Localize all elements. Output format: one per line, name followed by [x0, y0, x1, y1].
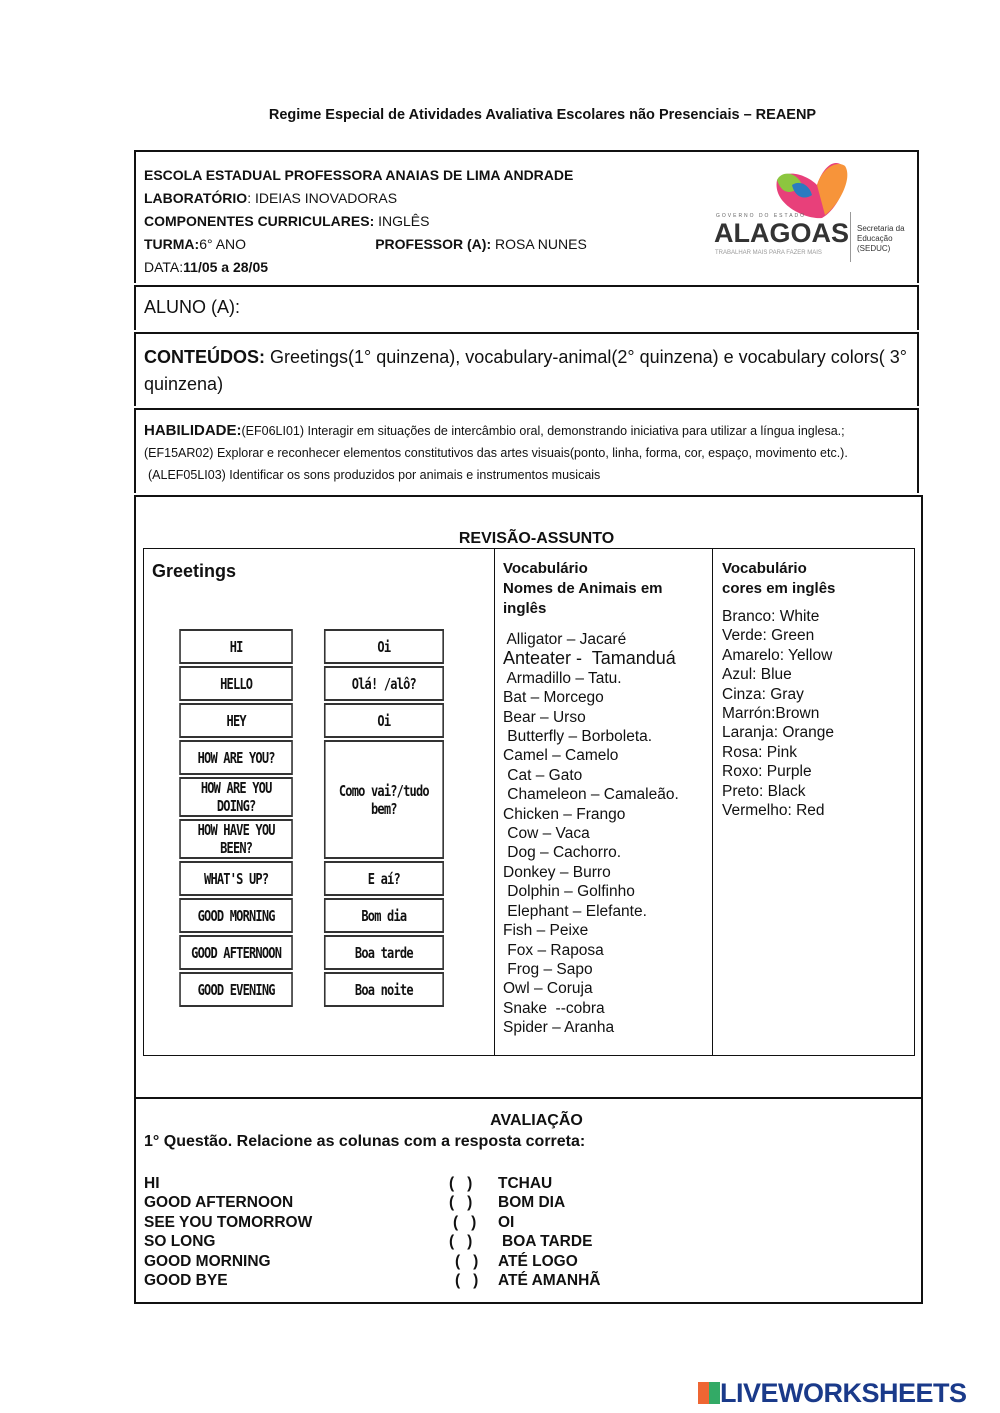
review-section: REVISÃO-ASSUNTO: [134, 495, 923, 1097]
animal-item: Chameleon – Camaleão.: [503, 786, 679, 804]
right-term: OI: [498, 1213, 515, 1231]
heart-logo-icon: [767, 160, 857, 220]
animal-item: Dolphin – Golfinho: [503, 883, 635, 901]
animal-item: Owl – Coruja: [503, 980, 593, 998]
animal-item: Bat – Morcego: [503, 689, 604, 707]
school-name: ESCOLA ESTADUAL PROFESSORA ANAIAS DE LIMA ANDRADE: [144, 167, 574, 183]
animal-item: Anteater - Tamanduá: [503, 648, 676, 669]
greetings-table: [163, 627, 461, 1009]
liveworksheets-watermark: LIVEWORKSHEETS: [698, 1378, 967, 1409]
color-item: Cinza: Gray: [722, 685, 804, 703]
matching-row: [144, 1174, 600, 1194]
greeting-english: GOOD EVENING: [179, 972, 293, 1007]
matching-row: [144, 1213, 600, 1233]
greeting-english: GOOD MORNING: [179, 898, 293, 933]
animal-item: Fish – Peixe: [503, 922, 589, 940]
right-term: ATÉ AMANHÃ: [498, 1272, 601, 1290]
matching-row: [144, 1194, 600, 1214]
animal-item: Donkey – Burro: [503, 863, 611, 881]
animal-item: Alligator – Jacaré: [503, 631, 627, 648]
color-item: Rosa: Pink: [722, 743, 797, 761]
left-term: SO LONG: [144, 1233, 216, 1251]
animal-item: Chicken – Frango: [503, 805, 626, 823]
greeting-portuguese: Bom dia: [324, 898, 444, 933]
left-term: GOOD AFTERNOON: [144, 1194, 294, 1212]
animal-item: Bear – Urso: [503, 708, 586, 726]
animal-item: Fox – Raposa: [503, 941, 604, 959]
animal-item: Spider – Aranha: [503, 1019, 615, 1037]
animal-item: Cow – Vaca: [503, 825, 590, 843]
matching-row: [144, 1252, 600, 1272]
greeting-row: [165, 629, 459, 664]
greeting-row: [165, 898, 459, 933]
animal-item: Butterfly – Borboleta.: [503, 728, 653, 746]
answer-blank[interactable]: ( ): [449, 1174, 473, 1192]
color-item: Laranja: Orange: [722, 724, 835, 742]
left-term: SEE YOU TOMORROW: [144, 1213, 313, 1231]
greeting-portuguese: Oi: [324, 703, 444, 738]
answer-blank[interactable]: ( ): [455, 1272, 479, 1290]
answer-blank[interactable]: ( ): [449, 1194, 473, 1212]
greeting-portuguese: Boa noite: [324, 972, 444, 1007]
right-term: BOM DIA: [498, 1194, 566, 1212]
greeting-row: [165, 972, 459, 1007]
greeting-portuguese: Como vai?/tudo bem?: [324, 740, 444, 859]
answer-blank[interactable]: ( ): [453, 1213, 477, 1231]
animal-item: Snake --cobra: [503, 999, 605, 1017]
color-item: Amarelo: Yellow: [722, 646, 833, 664]
greeting-portuguese: Oi: [324, 629, 444, 664]
review-table: Greetings Vocabulário Nomes de Animais em inglês Alligator – Jacaré Anteater - Tamanduá Armadillo – Tatu. Bat – Morcego Bear – Urso Butterfly – Borboleta. Camel – Camelo Cat – Gato Chameleon – Camaleão. Chicken – Frango Cow – Vaca Dog – Cachorro. Donkey – Burro Dolphin – Golfinho Elephant – Elefante. Fish – Peixe Fox – Raposa Frog – Sapo Owl – Coruja Snake --cobra Spider – Aranha Vocabulário cores em inglês Branco: White Verde: Green Amarelo: Yellow Azul: Blue Cinza: Gray Marrón:Brown Laranja: Orange Rosa: Pink Roxo: Purple Preto: Black Vermelho: Red: [143, 548, 915, 1056]
right-term: BOA TARDE: [502, 1233, 593, 1251]
student-name-field[interactable]: ALUNO (A):: [134, 285, 919, 330]
greeting-row: [165, 740, 459, 775]
greeting-row: [165, 703, 459, 738]
greeting-english: HEY: [179, 703, 293, 738]
evaluation-section: AVALIAÇÃO 1° Questão. Relacione as colunas com a resposta correta: HI ( ) TCHAU GOOD AFTERNOON ( ) BOM DIA SEE YOU TOMORROW ( ) OI SO LONG ( ) BOA TARDE GOOD MORNING ( ) ATÉ LOGO GOOD BYE ( ) ATÉ AMANHÃ: [134, 1097, 923, 1304]
left-term: GOOD BYE: [144, 1272, 228, 1290]
color-item: Vermelho: Red: [722, 802, 825, 820]
left-term: GOOD MORNING: [144, 1252, 271, 1270]
color-item: Azul: Blue: [722, 666, 792, 684]
color-item: Preto: Black: [722, 782, 806, 800]
greeting-portuguese: E aí?: [324, 861, 444, 896]
greeting-english: HOW ARE YOU?: [179, 740, 293, 775]
matching-row: [144, 1233, 600, 1253]
animal-item: Armadillo – Tatu.: [503, 669, 622, 687]
alagoas-logo: GOVERNO DO ESTADO ALAGOAS TRABALHAR MAIS PARA FAZER MAIS Secretaria da Educação (SEDUC): [712, 160, 912, 270]
color-item: Marrón:Brown: [722, 705, 820, 723]
matching-row: [144, 1272, 600, 1292]
right-term: ATÉ LOGO: [498, 1252, 578, 1270]
color-item: Branco: White: [722, 608, 820, 625]
animal-item: Camel – Camelo: [503, 747, 619, 765]
animal-item: Elephant – Elefante.: [503, 902, 647, 920]
right-term: TCHAU: [498, 1174, 553, 1192]
answer-blank[interactable]: ( ): [455, 1252, 479, 1270]
skills-section: HABILIDADE:(EF06LI01) Interagir em situações de intercâmbio oral, demonstrando iniciativa para utilizar a língua inglesa.; (EF15AR02) Explorar e reconhecer elementos constitutivos das artes visuais(ponto, linha, forma, cor, espaço, movimento etc.). (ALEF05LI03) Identificar os sons produzidos por animais e instrumentos musicais: [134, 408, 919, 493]
header-section: ESCOLA ESTADUAL PROFESSORA ANAIAS DE LIMA ANDRADE LABORATÓRIO: IDEIAS INOVADORAS COMPONENTES CURRICULARES: INGLÊS TURMA:6° ANO PROFESSOR (A): ROSA NUNES DATA:11/05 a 28/05: [134, 150, 919, 283]
greeting-english: GOOD AFTERNOON: [179, 935, 293, 970]
greeting-row: [165, 935, 459, 970]
left-term: HI: [144, 1174, 160, 1192]
greeting-english: HELLO: [179, 666, 293, 701]
greeting-portuguese: Olá! /alô?: [324, 666, 444, 701]
greeting-row: [165, 666, 459, 701]
greeting-row: [165, 861, 459, 896]
matching-table: [144, 1174, 600, 1291]
greeting-english: WHAT'S UP?: [179, 861, 293, 896]
document-title: Regime Especial de Atividades Avaliativa Escolares não Presenciais – REAENP: [268, 107, 817, 123]
animal-item: Cat – Gato: [503, 766, 583, 784]
contents-section: CONTEÚDOS: Greetings(1° quinzena), vocabulary-animal(2° quinzena) e vocabulary colors( 3° quinzena): [134, 332, 919, 406]
animal-item: Frog – Sapo: [503, 960, 593, 978]
greeting-english: HOW ARE YOU DOING?: [179, 777, 293, 817]
color-item: Roxo: Purple: [722, 763, 812, 781]
greeting-english: HI: [179, 629, 293, 664]
answer-blank[interactable]: ( ): [449, 1233, 473, 1251]
greeting-english: HOW HAVE YOU BEEN?: [179, 819, 293, 859]
animal-item: Dog – Cachorro.: [503, 844, 622, 862]
color-item: Verde: Green: [722, 627, 815, 645]
greeting-portuguese: Boa tarde: [324, 935, 444, 970]
